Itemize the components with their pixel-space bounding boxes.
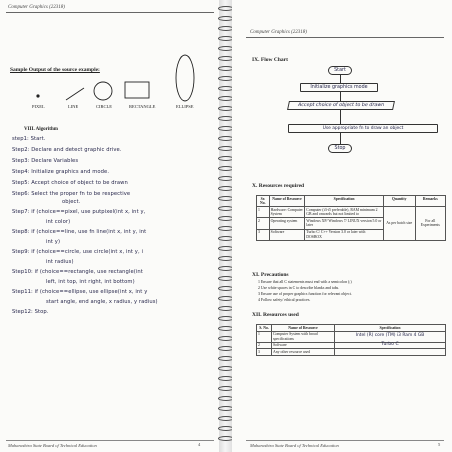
table-header: Sr. No. (257, 196, 270, 207)
flowchart-initialize: Initialize graphics mode (300, 83, 378, 92)
table-row (257, 207, 446, 218)
resources-table (256, 195, 446, 241)
ellipse-shape (176, 55, 194, 101)
algorithm-step: Step5: Accept choice of object to be drawn (12, 180, 128, 186)
label-line: LINE (68, 104, 79, 109)
flowchart-stop: Stop (328, 144, 352, 153)
algorithm-step: Step9: if (choice==circle, use circle(int x, int y, i (12, 249, 143, 255)
table-header: Name of Resource (269, 196, 305, 207)
right-footer: Maharashtra State Board of Technical Education (250, 443, 339, 448)
table-cell: Computer (i3-i5 preferable), RAM minimum 2 GB and onwards but not limited to (305, 207, 384, 218)
table-cell: Any other resource used (272, 349, 335, 356)
left-header-rule (6, 12, 214, 13)
circle-shape (94, 82, 112, 100)
flowchart-start: Start (328, 66, 352, 75)
right-page-number: 5 (438, 442, 441, 447)
algorithm-step-cont: int color) (46, 219, 71, 225)
table-cell: 3 (257, 349, 272, 356)
resources-heading: X. Resources required (252, 183, 305, 189)
algorithm-step-cont: left, int top, int right, int bottom) (46, 279, 135, 285)
flow-arrow (340, 92, 341, 101)
table-cell: For all Experiments (415, 207, 445, 241)
right-footer-rule (246, 440, 444, 441)
label-pixel: PIXEL (32, 104, 45, 109)
algorithm-step-cont: int radius) (46, 259, 74, 265)
precaution-item: 3 Ensure use of proper graphics function for relevant object. (258, 292, 352, 296)
table-row (257, 331, 446, 342)
table-cell: Computer System with broad specifications (272, 331, 335, 342)
table-cell: Software (269, 229, 305, 240)
flowchart-draw-object: Use appropriate fn to draw an object (288, 124, 438, 133)
table-cell: 2 (257, 342, 272, 349)
resources-used-heading: XII. Resources used (252, 312, 299, 318)
algorithm-step-cont: object. (62, 199, 81, 205)
algorithm-step: Step12: Stop. (12, 309, 49, 315)
table-header: Specification (305, 196, 384, 207)
algorithm-step: Step6: Select the proper fn to be respective (12, 191, 131, 197)
table-cell: 2 (257, 218, 270, 229)
left-page (0, 0, 220, 452)
spiral-binding (219, 0, 233, 452)
table-header: Name of Resource (272, 325, 335, 332)
table-row (257, 342, 446, 349)
precaution-item: 1 Ensure that all C statements must end with a semicolon (;) (258, 280, 352, 284)
table-cell: 3 (257, 229, 270, 240)
algorithm-step: Step8: if (choice==line, use fn line(int x, int y, int (12, 229, 147, 235)
algorithm-step-cont: int y) (46, 239, 61, 245)
table-cell: Windows XP/ Windows 7/ LINUX version 5.0 or later (306, 218, 382, 228)
algorithm-step: Step3: Declare Variables (12, 158, 79, 164)
left-page-number: 4 (198, 442, 201, 447)
algorithm-step: Step11: if (choice==ellipse, use ellipse(int x, int y (12, 289, 148, 295)
flow-arrow (340, 110, 341, 124)
flow-arrow (340, 75, 341, 83)
algorithm-step-cont: start angle, end angle, x radius, y radius) (46, 299, 158, 305)
right-page (232, 0, 452, 452)
table-header: Quantity (383, 196, 415, 207)
table-cell: Operating system (269, 218, 305, 229)
sample-output-title: Sample Output of the source example: (10, 67, 100, 73)
flowchart-accept-choice: Accept choice of object to be drawn (287, 101, 395, 110)
algorithm-heading: VIII. Algorithm (24, 127, 58, 132)
table-cell (335, 349, 446, 356)
label-ellipse: ELLIPSE (176, 104, 194, 109)
flow-arrow (340, 133, 341, 144)
table-cell: 1 (257, 331, 272, 342)
algorithm-step: Step10: if (choice==rectangle, use rectangle(int (12, 269, 143, 275)
algorithm-step: Step2: Declare and detect graphic drive. (12, 147, 122, 153)
precaution-item: 2 Use white spaces in C to describe blanks and tabs. (258, 286, 340, 290)
label-circle: CIRCLE (96, 104, 113, 109)
table-cell: Hardware: Computer System (270, 207, 303, 217)
rectangle-shape (125, 82, 149, 98)
left-footer-rule (6, 440, 214, 441)
right-header-rule (246, 37, 444, 38)
table-header: S. No. (257, 325, 272, 332)
label-rectangle: RECTANGLE (129, 104, 156, 109)
algorithm-step: Step4: Initialize graphics and mode. (12, 169, 110, 175)
sample-shapes-drawing (0, 44, 220, 112)
table-row (257, 349, 446, 356)
right-header: Computer Graphics (22318) (250, 30, 307, 35)
algorithm-step: Step7: if (choice==pixel, use putpixel(int x, int y, (12, 209, 146, 215)
table-cell: 1 (257, 207, 270, 218)
line-shape (66, 88, 84, 100)
table-header: Specification (335, 325, 446, 332)
table-cell: Software (272, 342, 335, 349)
table-cell: Turbo C/ C++ Version 3.0 or later with DOSBOX (305, 229, 384, 240)
algorithm-step: step1: Start. (12, 136, 46, 142)
precaution-item: 4 Follow safety/ ethical practices. (258, 298, 311, 302)
left-footer: Maharashtra State Board of Technical Education (8, 443, 97, 448)
flowchart-heading: IX. Flow Chart (252, 57, 288, 63)
precautions-heading: XI. Precautions (252, 272, 289, 278)
pixel-shape (36, 94, 39, 97)
left-header: Computer Graphics (22318) (8, 5, 65, 10)
resources-used-table (256, 324, 446, 356)
table-cell: Turbo C (335, 342, 446, 349)
table-cell: As per batch size (383, 207, 415, 241)
table-cell: Intel (R) core (TM) i3 Ram 4 GB (335, 331, 446, 342)
table-header: Remarks (415, 196, 445, 207)
